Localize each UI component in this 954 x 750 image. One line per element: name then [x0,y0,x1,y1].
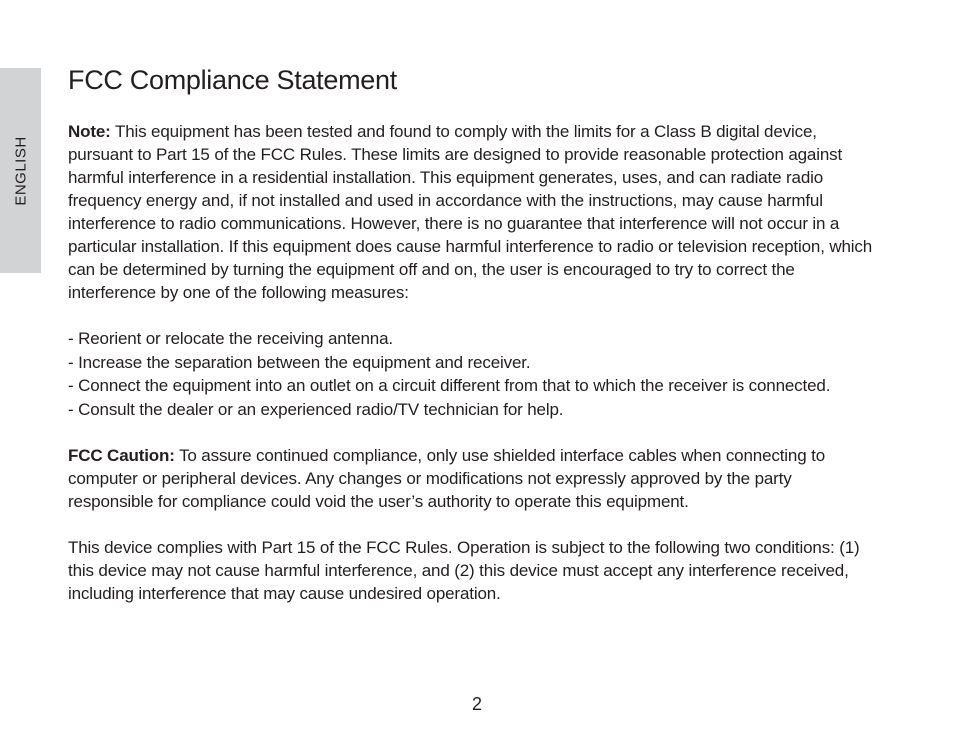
caution-paragraph [68,444,878,513]
list-item: - Increase the separation between the equipment and receiver. [68,352,531,372]
page-number: 2 [471,694,482,714]
main-content [68,62,878,628]
language-side-tab [0,68,41,273]
list-item: - Reorient or relocate the receiving antenna. [68,329,393,348]
list-item: - Consult the dealer or an experienced radio/TV technician for help. [68,399,564,419]
note-text: This equipment has been tested and found to comply with the limits for a Class B digital device, pursuant to Part 15 of the FCC Rules. These limits are designed to provide reasonable protection against harmful interference in a residential installation. This equipment generates, uses, and can radiate radio frequency energy and, if not installed and used in accordance with the instructions, may cause harmful interference to radio communications. However, there is no guarantee that interference will not occur in a particular installation. If this equipment does cause harmful interference to radio or television reception, which can be determined by turning the equipment off and on, the user is encouraged to try to correct the interference by one of the following measures: [68,122,873,302]
note-label: Note: [68,122,111,141]
caution-label: FCC Caution: [68,446,175,465]
caution-text: To assure continued compliance, only use shielded interface cables when connecting to computer or peripheral devices. Any changes or modifications not expressly approved by the party responsible for compliance could void the user’s authority to operate this equipment. [68,446,825,511]
language-label: ENGLISH [12,135,29,206]
measures-list [68,327,878,421]
note-paragraph [68,120,878,304]
page-title: FCC Compliance Statement [68,65,397,95]
list-item: - Connect the equipment into an outlet on a circuit different from that to which the receiver is connected. [68,376,831,395]
compliance-paragraph: This device complies with Part 15 of the FCC Rules. Operation is subject to the following two conditions: (1) this device may not cause harmful interference, and (2) this device must accept any interference received, including interference that may cause undesired operation. [68,538,860,603]
